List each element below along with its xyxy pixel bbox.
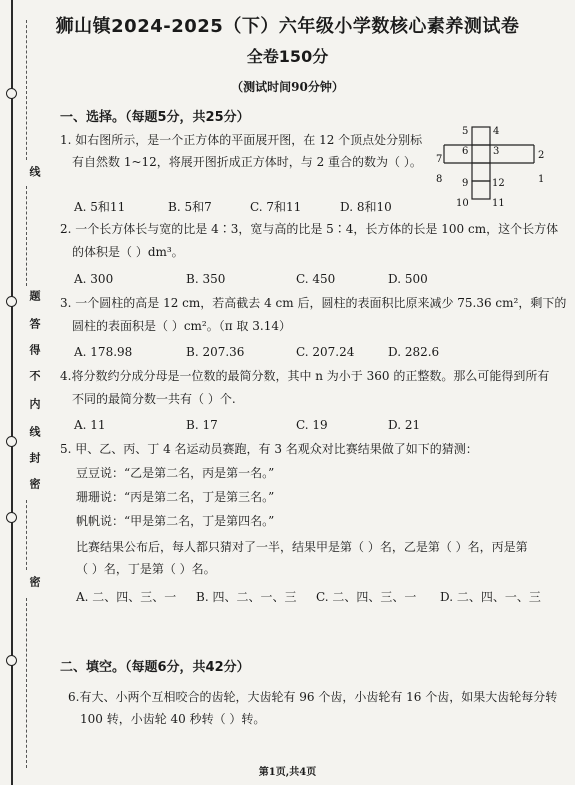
section-title: 二、填空。（每题6分，共42分） [60, 660, 250, 675]
binding-hole [6, 655, 17, 666]
net-label: 12 [492, 178, 505, 189]
net-label: 2 [538, 150, 545, 161]
net-label: 10 [456, 198, 469, 208]
guess-line: 豆豆说：“乙是第二名，丙是第一名。” [76, 466, 275, 480]
question-line: 4.将分数约分成分母是一位数的最简分数，其中 n 为小于 360 的正整数。那么可能得到所有 [60, 369, 550, 383]
option: B. 207.36 [186, 345, 245, 359]
margin-label: 封 [28, 452, 41, 469]
net-label: 6 [462, 146, 469, 157]
option: B. 350 [186, 272, 226, 286]
option: C. 19 [296, 418, 328, 432]
section-title: 一、选择。（每题5分，共25分） [60, 110, 250, 125]
option: D. 二、四、一、三 [440, 590, 541, 604]
margin-label: 密 [28, 478, 41, 495]
guess-line: 帆帆说：“甲是第二名，丁是第四名。” [76, 514, 275, 528]
option: C. 207.24 [296, 345, 355, 359]
question-line: 比赛结果公布后，每人都只猜对了一半，结果甲是第（ ）名，乙是第（ ）名，丙是第 [76, 540, 528, 554]
question-line: 有自然数 1~12，将展开图折成正方体时，与 2 重合的数为（ ）。 [72, 155, 422, 169]
net-label: 9 [462, 178, 469, 189]
question-line: 的体积是（ ）dm³。 [72, 245, 184, 259]
margin-label: 线 [28, 426, 41, 443]
margin-label: 答 [28, 318, 41, 335]
option: A. 178.98 [74, 345, 133, 359]
option: C. 二、四、三、一 [316, 590, 417, 604]
margin-dashes [26, 500, 28, 570]
net-label: 8 [436, 174, 443, 185]
binding-hole [6, 512, 17, 523]
question-line: 3. 一个圆柱的高是 12 cm，若高截去 4 cm 后，圆柱的表面积比原来减少 75.36 cm²，剩下的 [60, 296, 567, 310]
question-line: 不同的最简分数一共有（ ）个. [72, 392, 236, 406]
margin-dashes [26, 186, 28, 286]
option: A. 11 [74, 418, 106, 432]
binding-hole [6, 436, 17, 447]
net-label: 4 [493, 126, 500, 137]
option: B. 5和7 [168, 200, 212, 214]
binding-hole [6, 296, 17, 307]
page-number: 第1页,共4页 [258, 767, 317, 778]
option: A. 二、四、三、一 [76, 590, 177, 604]
net-label: 7 [436, 154, 443, 165]
margin-label: 题 [28, 290, 41, 307]
question-line: 5. 甲、乙、丙、丁 4 名运动员赛跑，有 3 名观众对比赛结果做了如下的猜测： [60, 442, 478, 456]
total-score: 全卷150分 [246, 47, 329, 66]
question-line: 1. 如右图所示，是一个正方体的平面展开图，在 12 个顶点处分别标 [60, 133, 423, 147]
option: D. 21 [388, 418, 421, 432]
option: D. 282.6 [388, 345, 440, 359]
option: B. 17 [186, 418, 218, 432]
margin-dashes [26, 598, 28, 768]
option: A. 5和11 [74, 200, 126, 214]
guess-line: 珊珊说：“丙是第二名，丁是第三名。” [76, 490, 275, 504]
binding-line [11, 0, 13, 785]
margin-label: 密 [28, 576, 41, 593]
net-label: 5 [462, 126, 469, 137]
question-line: （ ）名，丁是第（ ）名。 [76, 562, 216, 576]
option: D. 500 [388, 272, 428, 286]
option: B. 四、二、一、三 [196, 590, 297, 604]
question-line: 圆柱的表面积是（ ）cm²。（π 取 3.14） [72, 319, 291, 333]
net-label: 11 [492, 198, 505, 208]
option: D. 8和10 [340, 200, 392, 214]
option: C. 7和11 [250, 200, 302, 214]
margin-label: 不 [28, 370, 41, 387]
time-note: （测试时间90分钟） [231, 80, 344, 94]
margin-label: 内 [28, 398, 41, 415]
option: C. 450 [296, 272, 336, 286]
cube-net-figure [434, 122, 554, 208]
net-grid-lines [444, 127, 534, 199]
page-title: 狮山镇2024-2025（下）六年级小学数核心素养测试卷 [55, 16, 520, 37]
question-line: 2. 一个长方体长与宽的比是 4∶3，宽与高的比是 5∶4，长方体的长是 100 cm，这个长方体 [60, 222, 559, 236]
question-line: 100 转，小齿轮 40 秒转（ ）转。 [80, 712, 266, 726]
margin-label: 线 [28, 166, 41, 183]
margin-label: 得 [28, 344, 41, 361]
net-label: 1 [538, 174, 545, 185]
net-label: 3 [493, 146, 500, 157]
option: A. 300 [74, 272, 114, 286]
question-line: 6.有大、小两个互相咬合的齿轮，大齿轮有 96 个齿，小齿轮有 16 个齿，如果大齿轮每分转 [68, 690, 558, 704]
